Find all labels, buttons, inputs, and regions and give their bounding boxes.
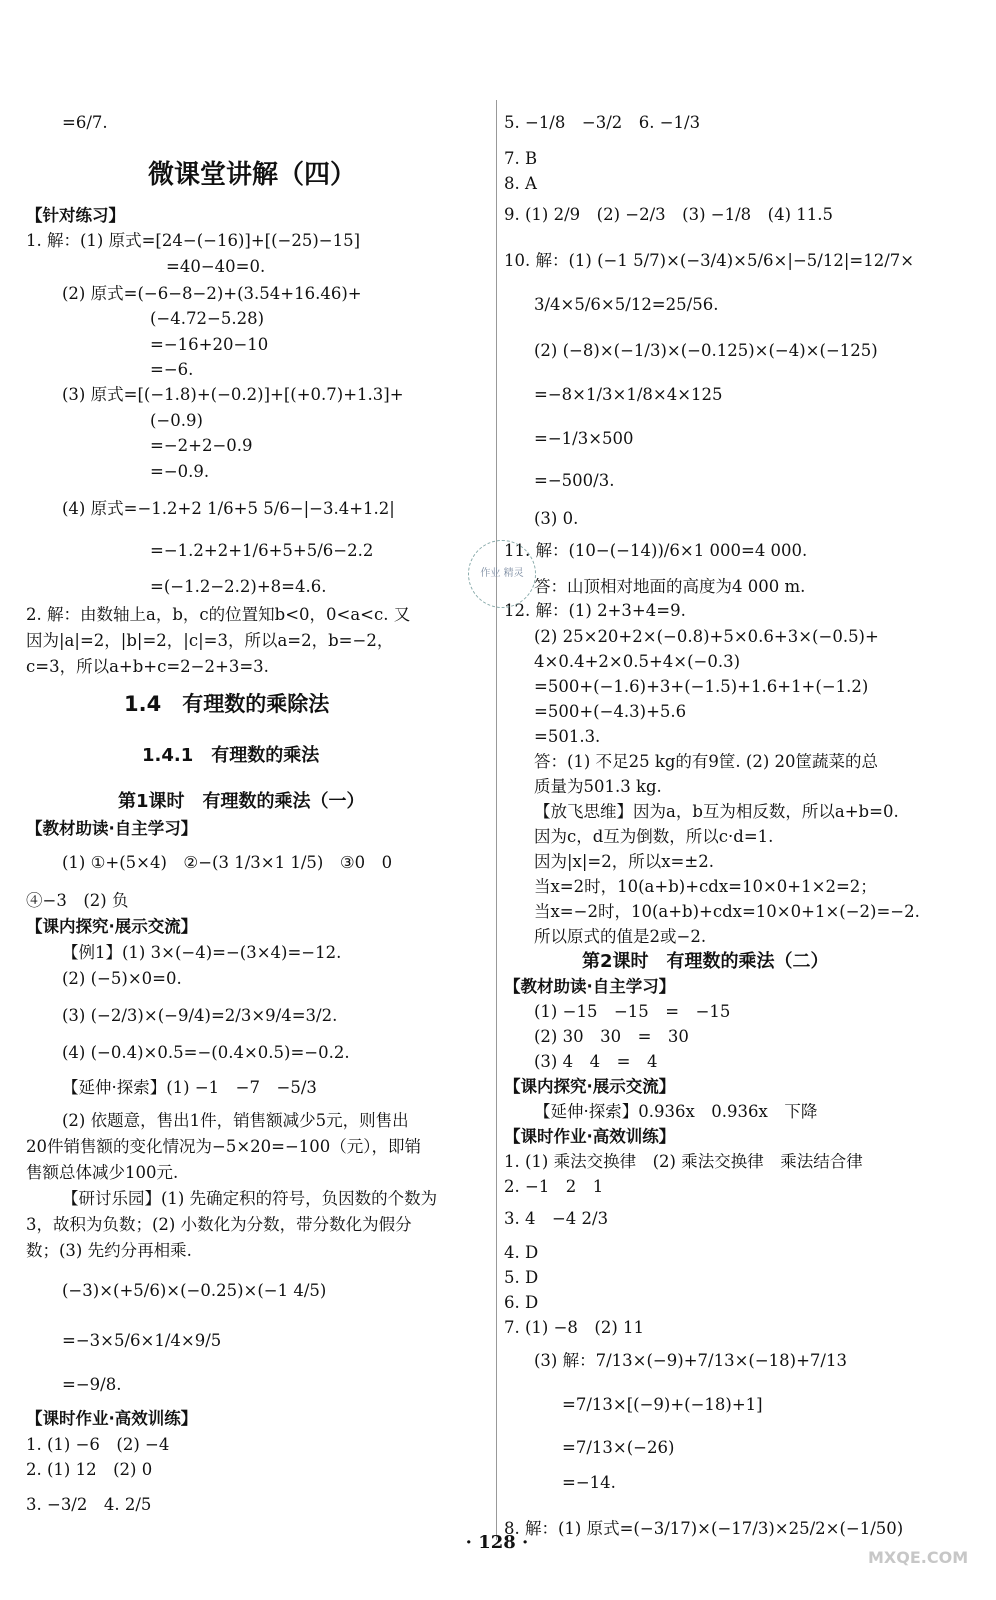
left-line: =(−1.2−2.2)+8=4.6. <box>150 577 327 596</box>
left-line: c=3，所以a+b+c=2−2+3=3. <box>26 657 269 676</box>
right-line: 9. (1) 2/9 (2) −2/3 (3) −1/8 (4) 11.5 <box>504 205 834 224</box>
left-line: 微课堂讲解（四） <box>148 160 357 190</box>
right-line: 3. 4 −4 2/3 <box>504 1209 609 1228</box>
right-line: 第2课时 有理数的乘法（二） <box>582 951 829 972</box>
right-line: =7/13×[(−9)+(−18)+1] <box>562 1395 763 1414</box>
left-line: 【延伸·探索】(1) −1 −7 −5/3 <box>62 1078 317 1097</box>
right-line: 10. 解：(1) (−1 5/7)×(−3/4)×5/6×|−5/12|=12/7× <box>504 251 915 270</box>
left-line: (−3)×(+5/6)×(−0.25)×(−1 4/5) <box>62 1281 327 1300</box>
left-line: 20件销售额的变化情况为−5×20=−100（元），即销 <box>26 1137 422 1156</box>
right-line: (3) 0. <box>534 509 579 528</box>
right-line: 5. D <box>504 1268 539 1287</box>
left-line: (2) (−5)×0=0. <box>62 969 182 988</box>
left-line: 【研讨乐园】(1) 先确定积的符号，负因数的个数为 <box>62 1189 438 1208</box>
left-line: =−3×5/6×1/4×9/5 <box>62 1331 222 1350</box>
right-line: (2) 25×20+2×(−0.8)+5×0.6+3×(−0.5)+ <box>534 627 879 646</box>
left-line: 【课内探究·展示交流】 <box>26 917 198 936</box>
right-line: (2) 30 30 = 30 <box>534 1027 689 1046</box>
right-line: 11. 解：(10−(−14))/6×1 000=4 000. <box>504 541 808 560</box>
site-watermark: MXQE.COM <box>868 1548 969 1567</box>
right-line: =−14. <box>562 1473 616 1492</box>
right-line: 4×0.4+2×0.5+4×(−0.3) <box>534 652 741 671</box>
right-line: (1) −15 −15 = −15 <box>534 1002 731 1021</box>
left-line: (2) 依题意，售出1件，销售额减少5元，则售出 <box>62 1111 409 1130</box>
left-line: (2) 原式=(−6−8−2)+(3.54+16.46)+ <box>62 284 362 303</box>
right-line: 1. (1) 乘法交换律 (2) 乘法交换律 乘法结合律 <box>504 1152 863 1171</box>
left-line: =−9/8. <box>62 1375 122 1394</box>
right-line: 答：山顶相对地面的高度为4 000 m. <box>534 577 806 596</box>
left-line: (3) 原式=[(−1.8)+(−0.2)]+[(+0.7)+1.3]+ <box>62 385 404 404</box>
left-line: 2. (1) 12 (2) 0 <box>26 1460 153 1479</box>
left-line: =−2+2−0.9 <box>150 436 253 455</box>
right-line: 5. −1/8 −3/2 6. −1/3 <box>504 113 701 132</box>
left-line: 【例1】(1) 3×(−4)=−(3×4)=−12. <box>62 943 342 962</box>
right-line: 【教材助读·自主学习】 <box>504 977 676 996</box>
left-line: 【针对练习】 <box>26 206 125 225</box>
left-line: 因为|a|=2，|b|=2，|c|=3，所以a=2，b=−2， <box>26 631 394 650</box>
left-line: =6/7. <box>62 113 108 132</box>
left-line: 【教材助读·自主学习】 <box>26 819 198 838</box>
left-line: (3) (−2/3)×(−9/4)=2/3×9/4=3/2. <box>62 1006 338 1025</box>
left-line: 【课时作业·高效训练】 <box>26 1409 198 1428</box>
left-line: 1. (1) −6 (2) −4 <box>26 1435 170 1454</box>
left-line: (4) 原式=−1.2+2 1/6+5 5/6−|−3.4+1.2| <box>62 499 395 518</box>
right-line: 质量为501.3 kg. <box>534 777 662 796</box>
left-line: 1. 解：(1) 原式=[24−(−16)]+[(−25)−15] <box>26 231 361 250</box>
left-line: 1.4.1 有理数的乘法 <box>142 745 320 766</box>
left-line: 第1课时 有理数的乘法（一） <box>118 791 365 812</box>
left-line: 3，故积为负数；(2) 小数化为分数，带分数化为假分 <box>26 1215 412 1234</box>
left-line: (−0.9) <box>150 411 203 430</box>
right-line: 2. −1 2 1 <box>504 1177 604 1196</box>
left-line: 2. 解：由数轴上a，b，c的位置知b<0，0<a<c. 又 <box>26 605 411 624</box>
left-line: (1) ①+(5×4) ②−(3 1/3×1 1/5) ③0 0 <box>62 853 393 872</box>
right-line: 8. A <box>504 174 537 193</box>
right-line: (3) 解：7/13×(−9)+7/13×(−18)+7/13 <box>534 1351 847 1370</box>
left-line: 售额总体减少100元. <box>26 1163 179 1182</box>
left-line: ④−3 (2) 负 <box>26 891 129 910</box>
right-line: 当x=−2时，10(a+b)+cdx=10×0+1×(−2)=−2. <box>534 902 920 921</box>
left-line: (−4.72−5.28) <box>150 309 265 328</box>
right-line: 7. B <box>504 149 538 168</box>
homework-stamp-logo: 作业 精灵 <box>468 540 536 608</box>
right-line: (2) (−8)×(−1/3)×(−0.125)×(−4)×(−125) <box>534 341 878 360</box>
column-divider <box>496 100 497 1540</box>
right-line: 答：(1) 不足25 kg的有9筐. (2) 20筐蔬菜的总 <box>534 752 879 771</box>
right-line: 因为c，d互为倒数，所以c·d=1. <box>534 827 774 846</box>
right-line: 7. (1) −8 (2) 11 <box>504 1318 645 1337</box>
right-line: 12. 解：(1) 2+3+4=9. <box>504 601 686 620</box>
right-line: =−1/3×500 <box>534 429 634 448</box>
left-line: 1.4 有理数的乘除法 <box>124 692 330 716</box>
right-line: 4. D <box>504 1243 539 1262</box>
right-line: 所以原式的值是2或−2. <box>534 927 707 946</box>
page-number: · 128 · <box>465 1532 529 1553</box>
right-line: 6. D <box>504 1293 539 1312</box>
right-line: 【课内探究·展示交流】 <box>504 1077 676 1096</box>
left-line: =−6. <box>150 360 194 379</box>
right-line: 3/4×5/6×5/12=25/56. <box>534 295 719 314</box>
right-line: 【延伸·探索】0.936x 0.936x 下降 <box>534 1102 818 1121</box>
right-line: 【课时作业·高效训练】 <box>504 1127 676 1146</box>
left-line: =40−40=0. <box>166 257 266 276</box>
right-line: =7/13×(−26) <box>562 1438 675 1457</box>
left-line: =−1.2+2+1/6+5+5/6−2.2 <box>150 541 374 560</box>
right-line: 因为|x|=2，所以x=±2. <box>534 852 714 871</box>
right-line: 8. 解：(1) 原式=(−3/17)×(−17/3)×25/2×(−1/50) <box>504 1519 904 1538</box>
right-line: =500+(−4.3)+5.6 <box>534 702 687 721</box>
left-line: 数；(3) 先约分再相乘. <box>26 1241 192 1260</box>
left-line: 3. −3/2 4. 2/5 <box>26 1495 152 1514</box>
right-line: =500+(−1.6)+3+(−1.5)+1.6+1+(−1.2) <box>534 677 869 696</box>
right-line: =−500/3. <box>534 471 615 490</box>
left-line: =−0.9. <box>150 462 210 481</box>
right-line: 【放飞思维】因为a，b互为相反数，所以a+b=0. <box>534 802 899 821</box>
left-line: =−16+20−10 <box>150 335 269 354</box>
right-line: (3) 4 4 = 4 <box>534 1052 658 1071</box>
right-line: =−8×1/3×1/8×4×125 <box>534 385 723 404</box>
left-line: (4) (−0.4)×0.5=−(0.4×0.5)=−0.2. <box>62 1043 350 1062</box>
right-line: =501.3. <box>534 727 601 746</box>
right-line: 当x=2时，10(a+b)+cdx=10×0+1×2=2； <box>534 877 877 896</box>
